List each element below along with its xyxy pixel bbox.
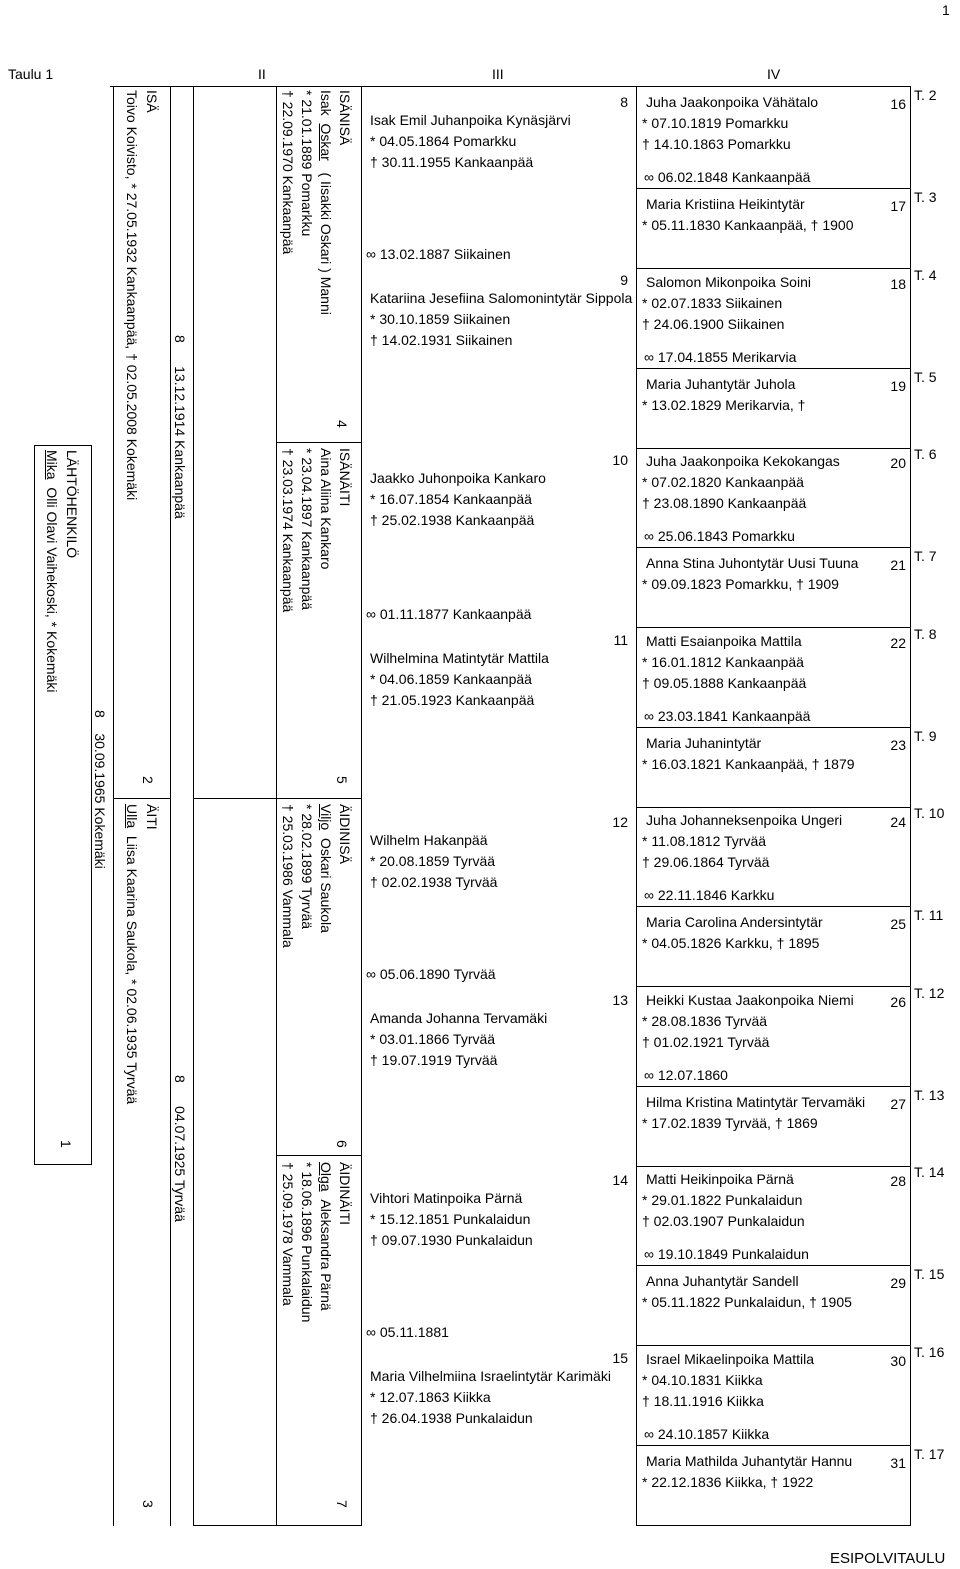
father-details: Toivo Koivisto, * 27.05.1932 Kankaanpää, † 02.05.2008 Kokemäki <box>124 90 140 501</box>
gen4-number: 8 <box>620 94 628 110</box>
gen5-l3: † 09.05.1888 Kankaanpää <box>642 674 807 691</box>
gen5-l3: † 29.06.1864 Tyrvää <box>642 854 770 870</box>
gen5-separator <box>636 1166 910 1167</box>
gen3-person-7 <box>278 1162 354 1322</box>
gen4-name: Wilhelm Hakanpää <box>370 832 488 848</box>
gen3-bottom <box>193 1525 362 1526</box>
gen3-name-b: Oskari Saukola <box>318 837 334 933</box>
gen5-separator <box>636 807 910 808</box>
gen5-table-reference: T. 8 <box>914 625 937 642</box>
gen4-number: 10 <box>612 452 628 468</box>
column-header-4: IV <box>767 66 781 82</box>
gen5-l2: * 02.07.1833 Siikainen <box>642 294 783 311</box>
gen4-died: † 02.02.1938 Tyrvää <box>370 874 498 890</box>
father-title: ISÄ <box>144 90 160 113</box>
gen5-table-reference: T. 5 <box>914 368 937 385</box>
gen5-marriage-rule <box>636 1086 910 1087</box>
gen5-marriage: ∞ 19.10.1849 Punkalaidun <box>644 1246 809 1262</box>
gen3-name-underlined: Viljo <box>318 804 334 831</box>
gen5-table-reference: T. 6 <box>914 446 937 462</box>
gen5-marriage: ∞ 17.04.1855 Merikarvia <box>644 348 797 365</box>
gen5-number: 27 <box>890 1095 906 1112</box>
gen3-died: † 25.09.1978 Vammala <box>280 1162 296 1306</box>
gen4-name: Isak Emil Juhanpoika Kynäsjärvi <box>370 112 571 128</box>
gen3-number-4: 4 <box>334 420 350 428</box>
gen5-l1: Hilma Kristina Matintytär Tervamäki <box>646 1093 866 1110</box>
gen5-l3: † 24.06.1900 Siikainen <box>642 315 785 332</box>
gen5-l1: Israel Mikaelinpoika Mattila <box>646 1350 815 1367</box>
gen5-marriage-rule <box>636 188 910 189</box>
gen5-marriage-rule <box>636 1445 910 1446</box>
gen3-name-b: Aina Aliina Kankaro <box>318 448 334 570</box>
gen3-name-underlined: Oskar <box>318 123 334 161</box>
gen5-number: 24 <box>890 814 906 830</box>
gen4-number: 11 <box>613 632 628 648</box>
gen4-number: 12 <box>612 814 628 830</box>
gen3-div2 <box>193 798 362 799</box>
gen5-table-reference: T. 11 <box>914 907 944 923</box>
gen5-table-reference: T. 10 <box>914 805 945 821</box>
gen5-number: 25 <box>890 916 906 932</box>
gen4-died: † 21.05.1923 Kankaanpää <box>370 692 535 708</box>
gen5-number: 17 <box>890 198 906 214</box>
gen2-right <box>113 86 114 1526</box>
gen4-marriage: ∞ 05.06.1890 Tyrvää <box>366 966 496 982</box>
gen5-l1: Maria Juhanintytär <box>646 734 762 751</box>
gen4-died: † 09.07.1930 Punkalaidun <box>370 1232 533 1248</box>
gen5-table-reference: T. 4 <box>914 266 937 283</box>
gen5-table-reference: T. 17 <box>914 1445 945 1462</box>
paternal-marriage <box>170 335 190 519</box>
gen5-l3: † 18.11.1916 Kiikka <box>642 1392 764 1409</box>
gen5-separator <box>636 268 910 269</box>
gen4-name: Maria Vilhelmiina Israelintytär Karimäki <box>370 1368 611 1384</box>
gen4-marriage: ∞ 05.11.1881 <box>366 1324 449 1340</box>
gen5-number: 21 <box>890 557 906 573</box>
gen5-number: 30 <box>890 1352 906 1369</box>
gen5-l1: Maria Kristiina Heikintytär <box>646 196 805 212</box>
mother-name-first: Ulla <box>124 804 140 829</box>
gen3-number-6: 6 <box>334 1140 350 1148</box>
gen5-separator <box>636 1525 910 1526</box>
father-block <box>122 90 162 500</box>
gen5-marriage: ∞ 06.02.1848 Kankaanpää <box>644 169 811 185</box>
gen3-title: ISÄNISÄ <box>337 90 353 146</box>
gen5-l2: * 29.01.1822 Punkalaidun <box>642 1192 803 1208</box>
gen5-l2: * 04.10.1831 Kiikka <box>642 1371 763 1388</box>
gen5-l1: Matti Esaianpoika Mattila <box>646 632 802 649</box>
gen5-marriage-rule <box>636 906 910 907</box>
gen5-l2: * 17.02.1839 Tyrvää, † 1869 <box>642 1114 818 1131</box>
gen3-col-a <box>276 86 277 1526</box>
gen3-born: * 28.02.1899 Tyrvää <box>299 804 315 930</box>
mother-name-rest: Liisa Kaarina Saukola, * 02.06.1935 Tyrvää <box>124 835 140 1105</box>
gen4-died: † 19.07.1919 Tyrvää <box>370 1052 498 1068</box>
gen5-l2: * 04.05.1826 Karkku, † 1895 <box>642 935 820 951</box>
maternal-marriage-mark: 8 <box>172 1075 188 1083</box>
parents-marriage-text: 30.09.1965 Kokemäki <box>92 733 108 869</box>
gen3-title: ISÄNÄITI <box>337 448 353 507</box>
gen4-died: † 30.11.1955 Kankaanpää <box>370 154 534 170</box>
gen5-l2: * 09.09.1823 Pomarkku, † 1909 <box>642 576 839 592</box>
gen4-name: Amanda Johanna Tervamäki <box>370 1010 548 1026</box>
gen5-l1: Juha Jaakonpoika Vähätalo <box>646 94 819 110</box>
gen3-born: * 21.01.1889 Pomarkku <box>299 90 315 237</box>
page-number: 1 <box>942 2 950 18</box>
gen2-divider <box>113 798 171 799</box>
gen1-name-rest: Olli Olavi Vaihekoski, * Kokemäki <box>44 487 60 693</box>
gen1-block <box>42 450 82 693</box>
gen3-died: † 23.03.1974 Kankaanpää <box>280 448 296 613</box>
gen5-number: 26 <box>890 993 906 1010</box>
gen5-l2: * 11.08.1812 Tyrvää <box>642 833 767 849</box>
gen5-l1: Heikki Kustaa Jaakonpoika Niemi <box>646 991 854 1008</box>
gen5-l1: Salomon Mikonpoika Soini <box>646 273 811 290</box>
gen1-name-first: Mika <box>44 450 60 480</box>
gen5-l2: * 07.02.1820 Kankaanpää <box>642 474 804 490</box>
gen5-l3: † 14.10.1863 Pomarkku <box>642 136 791 152</box>
gen5-l2: * 28.08.1836 Tyrvää <box>642 1012 768 1029</box>
gen3-div1 <box>276 442 362 443</box>
gen4-number: 14 <box>612 1172 628 1188</box>
table-label: Taulu 1 <box>8 66 54 82</box>
gen4-born: * 04.06.1859 Kankaanpää <box>370 671 532 687</box>
gen5-marriage: ∞ 24.10.1857 Kiikka <box>644 1425 770 1442</box>
paternal-marriage-text: 13.12.1914 Kankaanpää <box>172 366 188 519</box>
maternal-marriage-text: 04.07.1925 Tyrvää <box>172 1106 188 1222</box>
gen5-l1: Juha Jaakonpoika Kekokangas <box>646 453 840 469</box>
gen3-col-b <box>361 86 362 1526</box>
gen5-number: 28 <box>890 1173 906 1189</box>
gen5-marriage: ∞ 25.06.1843 Pomarkku <box>644 528 795 544</box>
gen5-l2: * 13.02.1829 Merikarvia, † <box>642 396 806 413</box>
gen5-number: 29 <box>890 1275 906 1291</box>
gen3-name-a: Isak <box>318 90 334 116</box>
gen5-separator <box>636 1345 910 1346</box>
gen4-died: † 14.02.1931 Siikainen <box>370 332 513 348</box>
gen5-number: 22 <box>890 634 906 651</box>
gen3-died: † 25.03.1986 Vammala <box>280 804 296 948</box>
gen3-title: ÄIDINISÄ <box>337 804 353 864</box>
gen5-l1: Maria Juhantytär Juhola <box>646 375 796 392</box>
mother-title: ÄITI <box>144 804 160 830</box>
gen5-separator <box>636 627 910 628</box>
gen5-marriage-rule <box>636 368 910 369</box>
gen5-l1: Anna Stina Juhontytär Uusi Tuuna <box>646 555 859 571</box>
gen5-number: 23 <box>890 736 906 753</box>
father-number: 2 <box>140 776 156 784</box>
gen5-l3: † 02.03.1907 Punkalaidun <box>642 1213 805 1229</box>
gen3-person-6 <box>278 804 354 948</box>
gen5-table-reference: T. 15 <box>914 1266 945 1282</box>
header-rule <box>110 86 910 87</box>
gen3-born: * 23.04.1897 Kankaanpää <box>299 448 315 610</box>
gen5-l1: Anna Juhantytär Sandell <box>646 1273 799 1289</box>
gen5-marriage-rule <box>636 1265 910 1266</box>
gen3-person-5 <box>278 448 354 612</box>
gen1-left <box>34 445 35 1165</box>
gen5-marriage-rule <box>636 727 910 728</box>
gen1-title: LÄHTÖHENKILÖ <box>64 450 80 559</box>
gen4-number: 9 <box>620 272 628 288</box>
gen4-born: * 15.12.1851 Punkalaidun <box>370 1211 531 1227</box>
gen4-marriage: ∞ 13.02.1887 Siikainen <box>366 246 511 262</box>
gen4-born: * 03.01.1866 Tyrvää <box>370 1031 496 1047</box>
gen5-l1: Juha Johanneksenpoika Ungeri <box>646 812 843 828</box>
gen5-table-reference: T. 2 <box>914 87 937 103</box>
gen4-name: Vihtori Matinpoika Pärnä <box>370 1190 523 1206</box>
gen5-table-reference: T. 13 <box>914 1086 945 1103</box>
gen5-l3: † 23.08.1890 Kankaanpää <box>642 495 807 511</box>
gen3-born: * 18.06.1896 Punkalaidun <box>299 1162 315 1323</box>
gen5-l2: * 16.03.1821 Kankaanpää, † 1879 <box>642 755 855 772</box>
gen5-l1: Maria Carolina Andersintytär <box>646 914 823 930</box>
gen5-separator <box>636 986 910 987</box>
gen3-name-b: Aleksandra Pärnä <box>318 1199 334 1311</box>
gen3-number-7: 7 <box>334 1500 350 1508</box>
gen3-died: † 22.09.1970 Kankaanpää <box>280 90 296 255</box>
gen5-table-reference: T. 7 <box>914 548 937 564</box>
gen1-bottom <box>34 1164 92 1165</box>
gen4-name: Katariina Jesefiina Salomonintytär Sippola <box>370 290 633 306</box>
gen3-title: ÄIDINÄITI <box>337 1162 353 1226</box>
mother-number: 3 <box>140 1500 156 1508</box>
gen4-died: † 25.02.1938 Kankaanpää <box>370 512 535 528</box>
gen3-person-4 <box>278 90 354 315</box>
gen4-born: * 30.10.1859 Siikainen <box>370 311 511 327</box>
gen5-l2: * 16.01.1812 Kankaanpää <box>642 653 804 670</box>
gen3-name-b: ( Iisakki Oskari ) Manni <box>318 172 334 315</box>
mother-block <box>122 804 162 1104</box>
gen2-left-a <box>170 86 171 1526</box>
gen4-born: * 04.05.1864 Pomarkku <box>370 133 517 149</box>
gen1-number: 1 <box>58 1140 74 1148</box>
gen4-number: 13 <box>612 992 628 1008</box>
gen4-born: * 20.08.1859 Tyrvää <box>370 853 496 869</box>
gen5-number: 20 <box>890 455 906 471</box>
parents-marriage <box>90 710 110 869</box>
gen5-marriage: ∞ 23.03.1841 Kankaanpää <box>644 707 811 724</box>
gen4-name: Jaakko Juhonpoika Kankaro <box>370 470 546 486</box>
gen5-l2: * 22.12.1836 Kiikka, † 1922 <box>642 1473 814 1490</box>
gen4-died: † 26.04.1938 Punkalaidun <box>370 1410 533 1426</box>
gen5-table-reference: T. 12 <box>914 984 945 1001</box>
gen4-born: * 12.07.1863 Kiikka <box>370 1389 491 1405</box>
gen3-div3 <box>276 1155 362 1156</box>
gen5-marriage-rule <box>636 547 910 548</box>
column-header-2: II <box>258 66 266 82</box>
gen4-born: * 16.07.1854 Kankaanpää <box>370 491 532 507</box>
gen5-l3: † 01.02.1921 Tyrvää <box>642 1033 770 1050</box>
parents-marriage-mark: 8 <box>92 710 108 718</box>
gen5-l2: * 05.11.1822 Punkalaidun, † 1905 <box>642 1294 852 1310</box>
gen5-marriage: ∞ 22.11.1846 Karkku <box>644 887 775 903</box>
gen5-table-reference: T. 14 <box>914 1164 945 1180</box>
column-header-3: III <box>492 66 504 82</box>
gen4-number: 15 <box>612 1350 628 1366</box>
gen5-separator <box>636 448 910 449</box>
gen5-table-reference: T. 16 <box>914 1343 945 1360</box>
gen5-l2: * 05.11.1830 Kankaanpää, † 1900 <box>642 217 854 233</box>
gen1-top <box>34 445 92 446</box>
gen5-marriage: ∞ 12.07.1860 <box>644 1066 728 1083</box>
gen5-table-reference: T. 3 <box>914 189 937 205</box>
gen5-l1: Matti Heikinpoika Pärnä <box>646 1171 794 1187</box>
gen3-left <box>193 86 194 1526</box>
gen5-number: 18 <box>890 275 906 292</box>
maternal-marriage <box>170 1075 190 1222</box>
footer-title: ESIPOLVITAULU <box>830 1550 946 1567</box>
gen5-number: 31 <box>890 1454 906 1471</box>
gen5-table-reference: T. 9 <box>914 727 937 744</box>
gen5-l2: * 07.10.1819 Pomarkku <box>642 115 789 131</box>
gen3-name-underlined: Olga <box>318 1162 334 1192</box>
gen4-name: Wilhelmina Matintytär Mattila <box>370 650 549 666</box>
gen5-l1: Maria Mathilda Juhantytär Hannu <box>646 1452 853 1469</box>
gen3-number-5: 5 <box>334 776 350 784</box>
gen5-number: 19 <box>890 377 906 394</box>
gen5-right <box>910 86 911 1526</box>
gen5-number: 16 <box>890 96 906 112</box>
paternal-marriage-mark: 8 <box>172 335 188 343</box>
gen4-marriage: ∞ 01.11.1877 Kankaanpää <box>366 606 532 622</box>
